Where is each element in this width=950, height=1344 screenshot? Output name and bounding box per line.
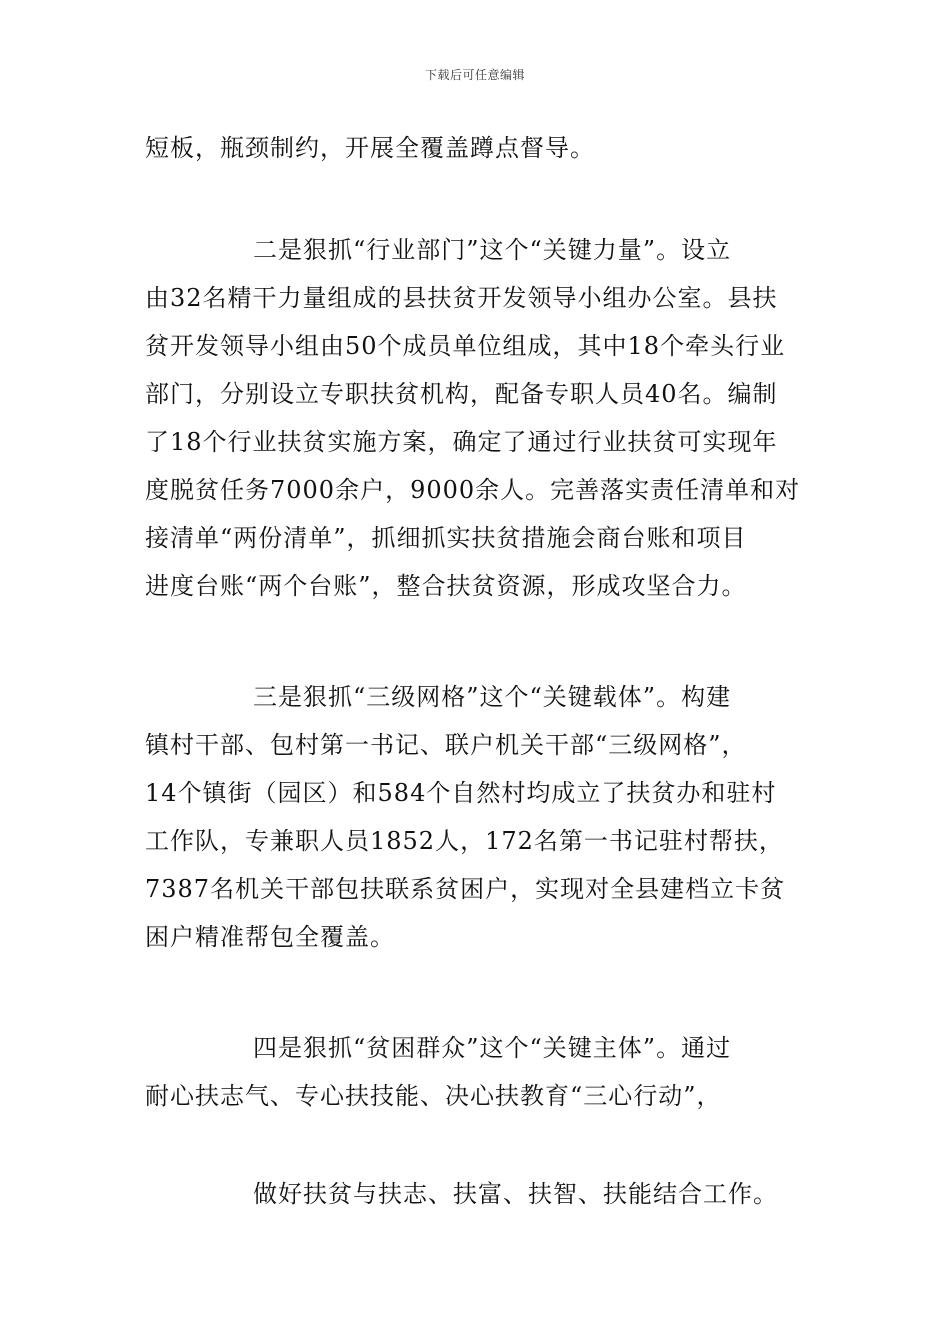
paragraph-industry-departments [145,226,825,610]
text-line: 接清单“两份清单”，抓细抓实扶贫措施会商台账和项目 [145,524,747,552]
text-line: 了18个行业扶贫实施方案，确定了通过行业扶贫可实现年 [145,428,778,456]
header-note: 下载后可任意编辑 [424,68,525,82]
paragraph-poor-masses [145,1024,825,1120]
paragraph-continuation [145,124,825,172]
text-line: 由32名精干力量组成的县扶贫开发领导小组办公室。县扶 [145,284,778,312]
text-line: 工作队，专兼职人员1852人，172名第一书记驻村帮扶， [145,827,784,855]
text-line: 做好扶贫与扶志、扶富、扶智、扶能结合工作。 [253,1180,778,1208]
paragraph-closing [145,1170,825,1218]
text-line: 三是狠抓“三级网格”这个“关键载体”。构建 [253,683,732,711]
text-line: 14个镇街（园区）和584个自然村均成立了扶贫办和驻村 [145,779,777,807]
text-line: 贫开发领导小组由50个成员单位组成，其中18个牵头行业 [145,332,786,360]
text-line: 短板，瓶颈制约，开展全覆盖蹲点督导。 [145,134,595,162]
text-line: 进度台账“两个台账”，整合扶贫资源，形成攻坚合力。 [145,572,747,600]
paragraph-three-level-grid [145,673,825,961]
text-line: 四是狠抓“贫困群众”这个“关键主体”。通过 [253,1034,732,1062]
text-line: 度脱贫任务7000余户，9000余人。完善落实责任清单和对 [145,476,801,504]
text-line: 耐心扶志气、专心扶技能、决心扶教育“三心行动”， [145,1082,722,1110]
text-line: 部门，分别设立专职扶贫机构，配备专职人员40名。编制 [145,380,778,408]
text-line: 镇村干部、包村第一书记、联户机关干部“三级网格”， [145,731,747,759]
text-line: 困户精准帮包全覆盖。 [145,923,395,951]
text-line: 二是狠抓“行业部门”这个“关键力量”。设立 [253,236,732,264]
text-line: 7387名机关干部包扶联系贫困户，实现对全县建档立卡贫 [145,875,786,903]
